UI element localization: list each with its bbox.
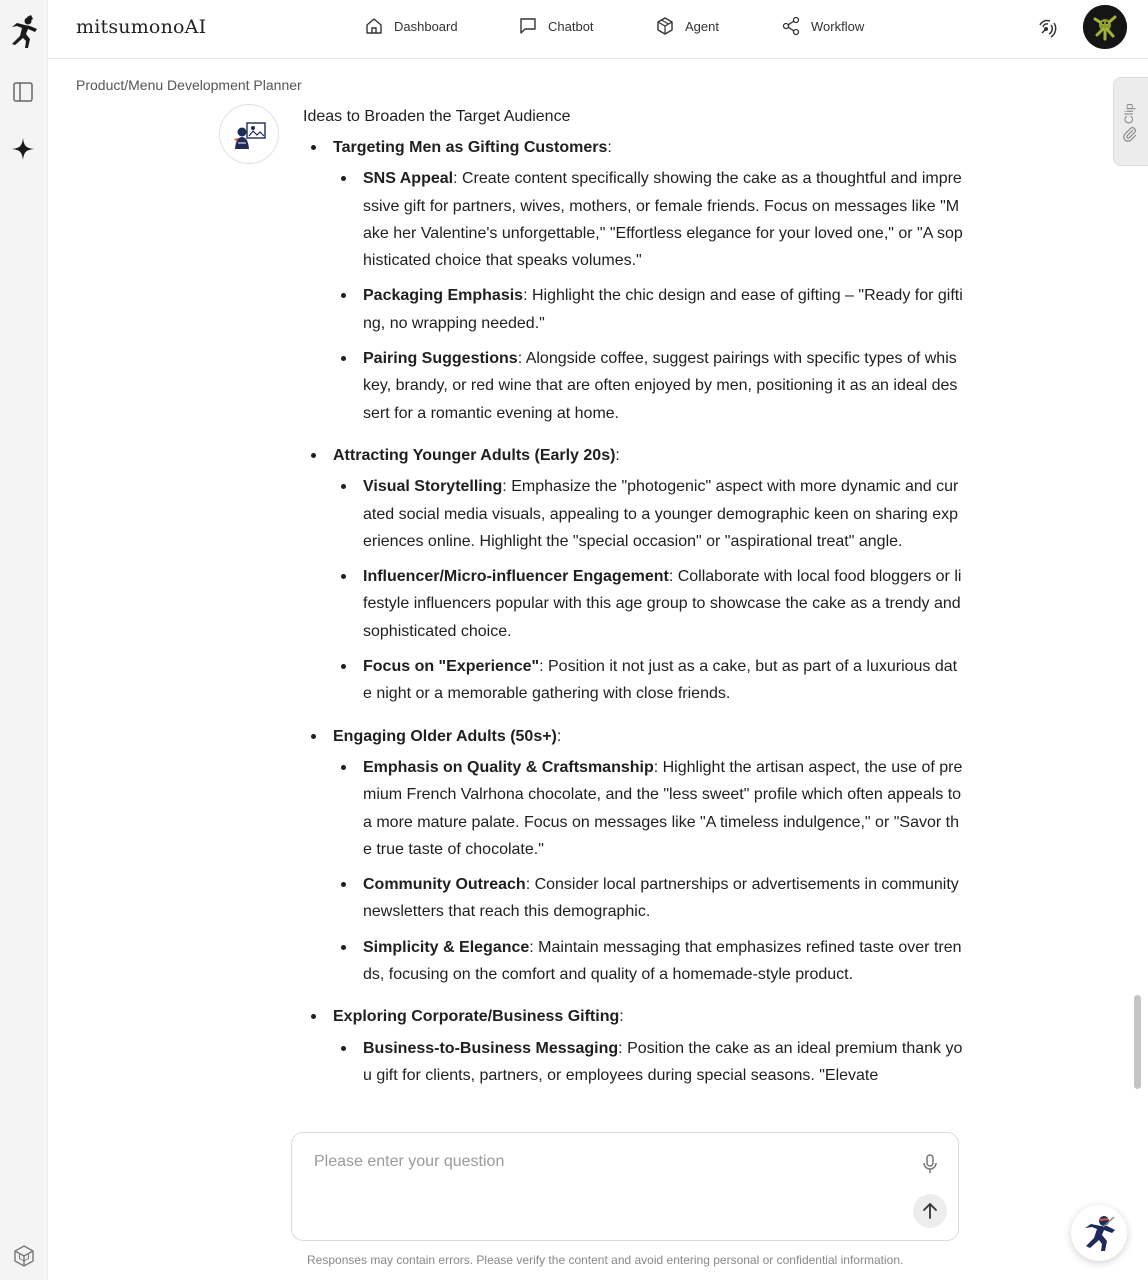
box-icon (655, 16, 675, 36)
section-title: Engaging Older Adults (50s+) (333, 727, 557, 745)
ninja-mascot-icon (1081, 1213, 1119, 1253)
idea-item (333, 563, 963, 645)
section-item: Engaging Older Adults (50s+): Emphasis on Quality & Craftsmanship: Highlight the artisan aspect, the use of premium French Valrhona chocolate, and the "less sweet" profile which often appeals to a more mature palate. Focus on messages like "A timeless indulgence," or "Savor the true taste of chocolate." Community Outreach: Consider local partnerships or advertisements in community newsletters that reach this demographic. Simplicity & Elegance: Maintain messaging that emphasizes refined taste over trends, focusing on the comfort and quality of a homemade-style product. (303, 723, 963, 989)
assistant-launcher-button[interactable] (1071, 1205, 1127, 1261)
idea-list (333, 754, 963, 988)
idea-text: : Maintain messaging that emphasizes refined taste over trends, focusing on the comfort and quality of a homemade-style product. (363, 938, 962, 984)
nav-agent-label: Agent (685, 18, 719, 34)
top-bar (48, 0, 1148, 59)
section-title: Targeting Men as Gifting Customers (333, 139, 608, 156)
idea-text: : Emphasize the "photogenic" aspect with more dynamic and curated social media visuals, appealing to a younger demographic keen on sharing experiences online. Highlight the "special occasion" or "aspirational treat" angle. (363, 478, 959, 550)
user-avatar[interactable] (1083, 5, 1127, 49)
ninja-logo-icon[interactable] (8, 14, 40, 50)
message-heading: Ideas to Broaden the Target Audience (303, 108, 571, 125)
section-item: Targeting Men as Gifting Customers: SNS Appeal: Create content specifically showing the cake as a thoughtful and impressive gift for partners, wives, mothers, or female friends. Focus on messages like "Make her Valentine's unforgettable," "Effortless elegance for your loved one," or "A sophisticated choice that speaks volumes." Packaging Emphasis: Highlight the chic design and ease of gifting – "Ready for gifting, no wrapping needed." Pairing Suggestions: Alongside coffee, suggest pairings with specific types of whiskey, brandy, or red wine that are often enjoyed by men, positioning it as an ideal dessert for a romantic evening at home. (303, 134, 963, 427)
idea-list (333, 165, 963, 427)
scrollbar-thumb[interactable] (1134, 995, 1141, 1089)
nav-workflow[interactable] (781, 16, 864, 36)
idea-label: Pairing Suggestions (363, 350, 518, 368)
idea-item (333, 345, 963, 427)
sidebar-toggle-icon[interactable] (12, 81, 34, 103)
idea-item (333, 165, 963, 274)
idea-list (333, 1035, 963, 1090)
nav-dashboard-label: Dashboard (394, 18, 458, 34)
section-title: Exploring Corporate/Business Gifting (333, 1008, 620, 1026)
idea-text: : Consider local partnerships or advertisements in community newsletters that reach this demographic. (363, 876, 959, 921)
sparkle-icon[interactable] (11, 137, 35, 161)
left-rail (0, 0, 48, 1280)
idea-item (333, 653, 963, 708)
arrow-up-icon (920, 1201, 940, 1221)
paperclip-icon (1122, 126, 1138, 142)
planner-character-icon (220, 105, 279, 164)
idea-text: : Alongside coffee, suggest pairings with specific types of whiskey, brandy, or red wine that are often enjoyed by men, positioning it as an ideal dessert for a romantic evening at home. (363, 350, 958, 422)
idea-label: Emphasis on Quality & Craftsmanship (363, 758, 654, 776)
clip-label: Clip (1122, 103, 1136, 124)
idea-item (333, 282, 963, 337)
share-nodes-icon (781, 16, 801, 36)
send-button[interactable] (913, 1194, 947, 1228)
idea-label: Community Outreach (363, 876, 526, 894)
assistant-message (303, 105, 963, 1127)
idea-text: : Position it not just as a cake, but as part of a luxurious date night or a memorable gathering with close friends. (363, 658, 958, 703)
idea-item (333, 871, 963, 926)
idea-text: : Collaborate with local food bloggers or lifestyle influencers popular with this age group to showcase the cake as a trendy and sophisticated choice. (363, 568, 962, 640)
section-title: Attracting Younger Adults (Early 20s) (333, 446, 616, 464)
idea-label: Simplicity & Elegance (363, 938, 530, 956)
idea-label: Business-to-Business Messaging (363, 1039, 619, 1057)
idea-label: Focus on "Experience" (363, 658, 540, 676)
idea-text: : Position the cake as an ideal premium thank you gift for clients, partners, or employees during special seasons. "Elevate (363, 1039, 963, 1084)
idea-item (333, 754, 963, 863)
idea-text: : Create content specifically showing the cake as a thoughtful and impressive gift for partners, wives, mothers, or female friends. Focus on messages like "Make her Valentine's unforgettable," "Effortless elegance for your loved one," or "A sophisticated choice that speaks volumes." (363, 170, 963, 270)
nav-dashboard[interactable] (364, 16, 458, 36)
idea-label: Visual Storytelling (363, 478, 503, 496)
section-list (303, 134, 963, 1089)
idea-item (333, 473, 963, 555)
brand-name: mitsumonoAI (76, 16, 207, 38)
clip-tab[interactable] (1113, 77, 1148, 166)
nav-chatbot[interactable] (518, 16, 594, 36)
idea-list (333, 473, 963, 707)
nav-chatbot-label: Chatbot (548, 18, 594, 34)
section-item: Exploring Corporate/Business Gifting: Business-to-Business Messaging: Position the cake as an ideal premium thank you gift for clients, partners, or employees during special seasons. "Elevate (303, 1003, 963, 1089)
cube-settings-icon[interactable] (12, 1244, 36, 1268)
idea-item (333, 934, 963, 989)
idea-text: : Highlight the chic design and ease of gifting – "Ready for gifting, no wrapping needed." (363, 287, 963, 332)
question-input-box (291, 1132, 959, 1241)
idea-label: Packaging Emphasis (363, 287, 524, 305)
idea-text: : Highlight the artisan aspect, the use of premium French Valrhona chocolate, and the "less sweet" profile which often appeals to a more mature palate. Focus on messages like "A timeless indulgence," or "Savor the true taste of chocolate." (363, 758, 963, 858)
section-item: Attracting Younger Adults (Early 20s): Visual Storytelling: Emphasize the "photogenic" aspect with more dynamic and curated social media visuals, appealing to a younger demographic keen on sharing experiences online. Highlight the "special occasion" or "aspirational treat" angle. Influencer/Micro-influencer Engagement: Collaborate with local food bloggers or lifestyle influencers popular with this age group to showcase the cake as a trendy and sophisticated choice. Focus on "Experience": Position it not just as a cake, but as part of a luxurious date night or a memorable gathering with close friends. (303, 442, 963, 708)
idea-label: Influencer/Micro-influencer Engagement (363, 568, 669, 586)
disclaimer-text: Responses may contain errors. Please verify the content and avoid entering personal or confidential information. (307, 1253, 904, 1267)
idea-label: SNS Appeal (363, 170, 454, 188)
home-icon (364, 16, 384, 36)
nav-workflow-label: Workflow (811, 18, 865, 34)
assistant-avatar (219, 104, 279, 164)
avatar-image-icon (1083, 5, 1127, 49)
question-input[interactable] (314, 1153, 894, 1213)
nav-agent[interactable] (655, 16, 719, 36)
broadcast-signal-icon[interactable] (1035, 16, 1059, 40)
chat-bubble-icon (518, 16, 538, 36)
idea-item (333, 1035, 963, 1090)
breadcrumb: Product/Menu Development Planner (76, 77, 302, 93)
microphone-icon[interactable] (918, 1152, 942, 1176)
